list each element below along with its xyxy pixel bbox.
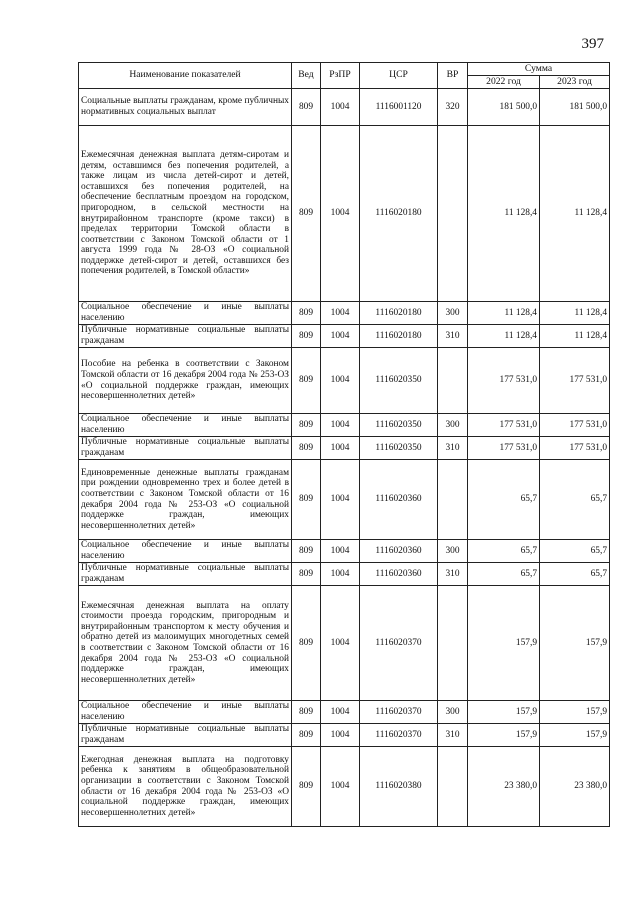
row-name-cell: Социальное обеспечение и иные выплаты населению — [79, 701, 292, 724]
row-name-cell: Публичные нормативные социальные выплаты гражданам — [79, 325, 292, 348]
row-sum-2023-cell: 157,9 — [540, 701, 610, 724]
row-name-cell: Социальное обеспечение и иные выплаты населению — [79, 540, 292, 563]
row-csr-cell: 1116001120 — [360, 89, 438, 126]
row-name-cell: Публичные нормативные социальные выплаты гражданам — [79, 724, 292, 747]
row-sum-2022-cell: 11 128,4 — [468, 126, 540, 302]
header-year-2022: 2022 год — [468, 76, 540, 89]
row-rzpr-cell: 1004 — [321, 89, 360, 126]
row-csr-cell: 1116020360 — [360, 540, 438, 563]
row-csr-cell: 1116020370 — [360, 701, 438, 724]
budget-table — [78, 62, 610, 827]
table-row — [79, 302, 610, 325]
row-sum-2022-cell: 157,9 — [468, 724, 540, 747]
row-sum-2022-cell: 65,7 — [468, 540, 540, 563]
row-name-cell: Социальное обеспечение и иные выплаты населению — [79, 302, 292, 325]
row-sum-2023-cell: 65,7 — [540, 563, 610, 586]
row-csr-cell: 1116020360 — [360, 563, 438, 586]
row-sum-2022-cell: 177 531,0 — [468, 348, 540, 414]
row-sum-2023-cell: 65,7 — [540, 460, 610, 540]
table-row — [79, 747, 610, 827]
row-rzpr-cell: 1004 — [321, 747, 360, 827]
row-sum-2023-cell: 23 380,0 — [540, 747, 610, 827]
row-sum-2023-cell: 177 531,0 — [540, 437, 610, 460]
row-rzpr-cell: 1004 — [321, 724, 360, 747]
table-row — [79, 437, 610, 460]
row-csr-cell: 1116020370 — [360, 586, 438, 701]
row-name-cell: Социальные выплаты гражданам, кроме публичных нормативных социальных выплат — [79, 89, 292, 126]
row-sum-2022-cell: 177 531,0 — [468, 437, 540, 460]
header-year-2023: 2023 год — [540, 76, 610, 89]
row-csr-cell: 1116020180 — [360, 126, 438, 302]
row-rzpr-cell: 1004 — [321, 414, 360, 437]
row-sum-2023-cell: 11 128,4 — [540, 126, 610, 302]
row-sum-2023-cell: 177 531,0 — [540, 348, 610, 414]
row-rzpr-cell: 1004 — [321, 348, 360, 414]
row-sum-2023-cell: 157,9 — [540, 586, 610, 701]
row-csr-cell: 1116020360 — [360, 460, 438, 540]
row-ved-cell: 809 — [292, 414, 321, 437]
row-ved-cell: 809 — [292, 126, 321, 302]
row-ved-cell: 809 — [292, 437, 321, 460]
row-vr-cell: 300 — [438, 302, 468, 325]
row-sum-2022-cell: 177 531,0 — [468, 414, 540, 437]
row-ved-cell: 809 — [292, 348, 321, 414]
row-rzpr-cell: 1004 — [321, 126, 360, 302]
row-ved-cell: 809 — [292, 540, 321, 563]
row-sum-2023-cell: 65,7 — [540, 540, 610, 563]
header-name: Наименование показателей — [79, 63, 292, 89]
row-vr-cell: 300 — [438, 414, 468, 437]
header-sum: Сумма — [468, 63, 610, 76]
row-sum-2023-cell: 11 128,4 — [540, 302, 610, 325]
row-rzpr-cell: 1004 — [321, 460, 360, 540]
row-csr-cell: 1116020350 — [360, 414, 438, 437]
row-name-cell: Публичные нормативные социальные выплаты гражданам — [79, 437, 292, 460]
row-rzpr-cell: 1004 — [321, 302, 360, 325]
row-sum-2023-cell: 157,9 — [540, 724, 610, 747]
row-vr-cell — [438, 460, 468, 540]
row-rzpr-cell: 1004 — [321, 540, 360, 563]
row-rzpr-cell: 1004 — [321, 563, 360, 586]
row-ved-cell: 809 — [292, 586, 321, 701]
row-sum-2022-cell: 11 128,4 — [468, 325, 540, 348]
row-csr-cell: 1116020180 — [360, 325, 438, 348]
row-vr-cell: 310 — [438, 563, 468, 586]
row-vr-cell: 300 — [438, 540, 468, 563]
row-vr-cell: 300 — [438, 701, 468, 724]
row-csr-cell: 1116020380 — [360, 747, 438, 827]
row-ved-cell: 809 — [292, 747, 321, 827]
row-vr-cell — [438, 586, 468, 701]
row-rzpr-cell: 1004 — [321, 437, 360, 460]
row-name-cell: Ежегодная денежная выплата на подготовку ребенка к занятиям в общеобразовательной организации в соответствии с Законом Томской области от 16 декабря 2004 года № 253-ОЗ «О социальной поддержке граждан, имеющих несовершеннолетних детей» — [79, 747, 292, 827]
row-ved-cell: 809 — [292, 724, 321, 747]
table-row — [79, 348, 610, 414]
header-ved: Вед — [292, 63, 321, 89]
row-ved-cell: 809 — [292, 460, 321, 540]
row-csr-cell: 1116020350 — [360, 348, 438, 414]
row-ved-cell: 809 — [292, 325, 321, 348]
row-sum-2022-cell: 65,7 — [468, 563, 540, 586]
row-sum-2023-cell: 181 500,0 — [540, 89, 610, 126]
row-sum-2023-cell: 11 128,4 — [540, 325, 610, 348]
row-name-cell: Публичные нормативные социальные выплаты гражданам — [79, 563, 292, 586]
row-vr-cell — [438, 747, 468, 827]
table-row — [79, 89, 610, 126]
row-csr-cell: 1116020370 — [360, 724, 438, 747]
row-ved-cell: 809 — [292, 563, 321, 586]
table-row — [79, 701, 610, 724]
row-vr-cell — [438, 126, 468, 302]
row-rzpr-cell: 1004 — [321, 586, 360, 701]
row-name-cell: Ежемесячная денежная выплата на оплату стоимости проезда городским, пригородным и внутрирайонным транспортом к месту обучения и обратно детей из малоимущих многодетных семей в соответствии с Законом Томской области от 16 декабря 2004 года № 253-ОЗ «О социальной поддержке граждан, имеющих несовершеннолетних детей» — [79, 586, 292, 701]
header-rzpr: РзПР — [321, 63, 360, 89]
table-row — [79, 563, 610, 586]
page-number: 397 — [581, 36, 604, 52]
row-ved-cell: 809 — [292, 701, 321, 724]
table-row — [79, 126, 610, 302]
table-row — [79, 414, 610, 437]
row-vr-cell: 310 — [438, 724, 468, 747]
row-name-cell: Ежемесячная денежная выплата детям-сиротам и детям, оставшимся без попечения родителей, а также лицам из числа детей-сирот и детей, оставшихся без попечения родителей, на обеспечение бесплатным проездом на городском, пригородном, в сельской местности на внутрирайонном транспорте (кроме такси) в пределах территории Томской области в соответствии с Законом Томской области от 1 августа 1999 года № 28-ОЗ «О социальной поддержке детей-сирот и детей, оставшихся без попечения родителей, в Томской области» — [79, 126, 292, 302]
row-sum-2022-cell: 157,9 — [468, 701, 540, 724]
row-vr-cell: 310 — [438, 437, 468, 460]
table-row — [79, 540, 610, 563]
row-sum-2022-cell: 23 380,0 — [468, 747, 540, 827]
row-sum-2022-cell: 181 500,0 — [468, 89, 540, 126]
row-sum-2023-cell: 177 531,0 — [540, 414, 610, 437]
row-vr-cell: 320 — [438, 89, 468, 126]
row-vr-cell: 310 — [438, 325, 468, 348]
row-ved-cell: 809 — [292, 89, 321, 126]
table-row — [79, 724, 610, 747]
row-ved-cell: 809 — [292, 302, 321, 325]
row-name-cell: Социальное обеспечение и иные выплаты населению — [79, 414, 292, 437]
row-rzpr-cell: 1004 — [321, 701, 360, 724]
header-csr: ЦСР — [360, 63, 438, 89]
row-rzpr-cell: 1004 — [321, 325, 360, 348]
row-vr-cell — [438, 348, 468, 414]
row-csr-cell: 1116020180 — [360, 302, 438, 325]
table-row — [79, 325, 610, 348]
header-vr: ВР — [438, 63, 468, 89]
row-sum-2022-cell: 65,7 — [468, 460, 540, 540]
row-name-cell: Единовременные денежные выплаты гражданам при рождении одновременно трех и более детей в соответствии с Законом Томской области от 16 декабря 2004 года № 253-ОЗ «О социальной поддержке граждан, имеющих несовершеннолетних детей» — [79, 460, 292, 540]
table-body — [79, 89, 610, 827]
table-row — [79, 586, 610, 701]
row-csr-cell: 1116020350 — [360, 437, 438, 460]
table-row — [79, 460, 610, 540]
row-name-cell: Пособие на ребенка в соответствии с Законом Томской области от 16 декабря 2004 года № 253-ОЗ «О социальной поддержке граждан, имеющих несовершеннолетних детей» — [79, 348, 292, 414]
row-sum-2022-cell: 157,9 — [468, 586, 540, 701]
row-sum-2022-cell: 11 128,4 — [468, 302, 540, 325]
